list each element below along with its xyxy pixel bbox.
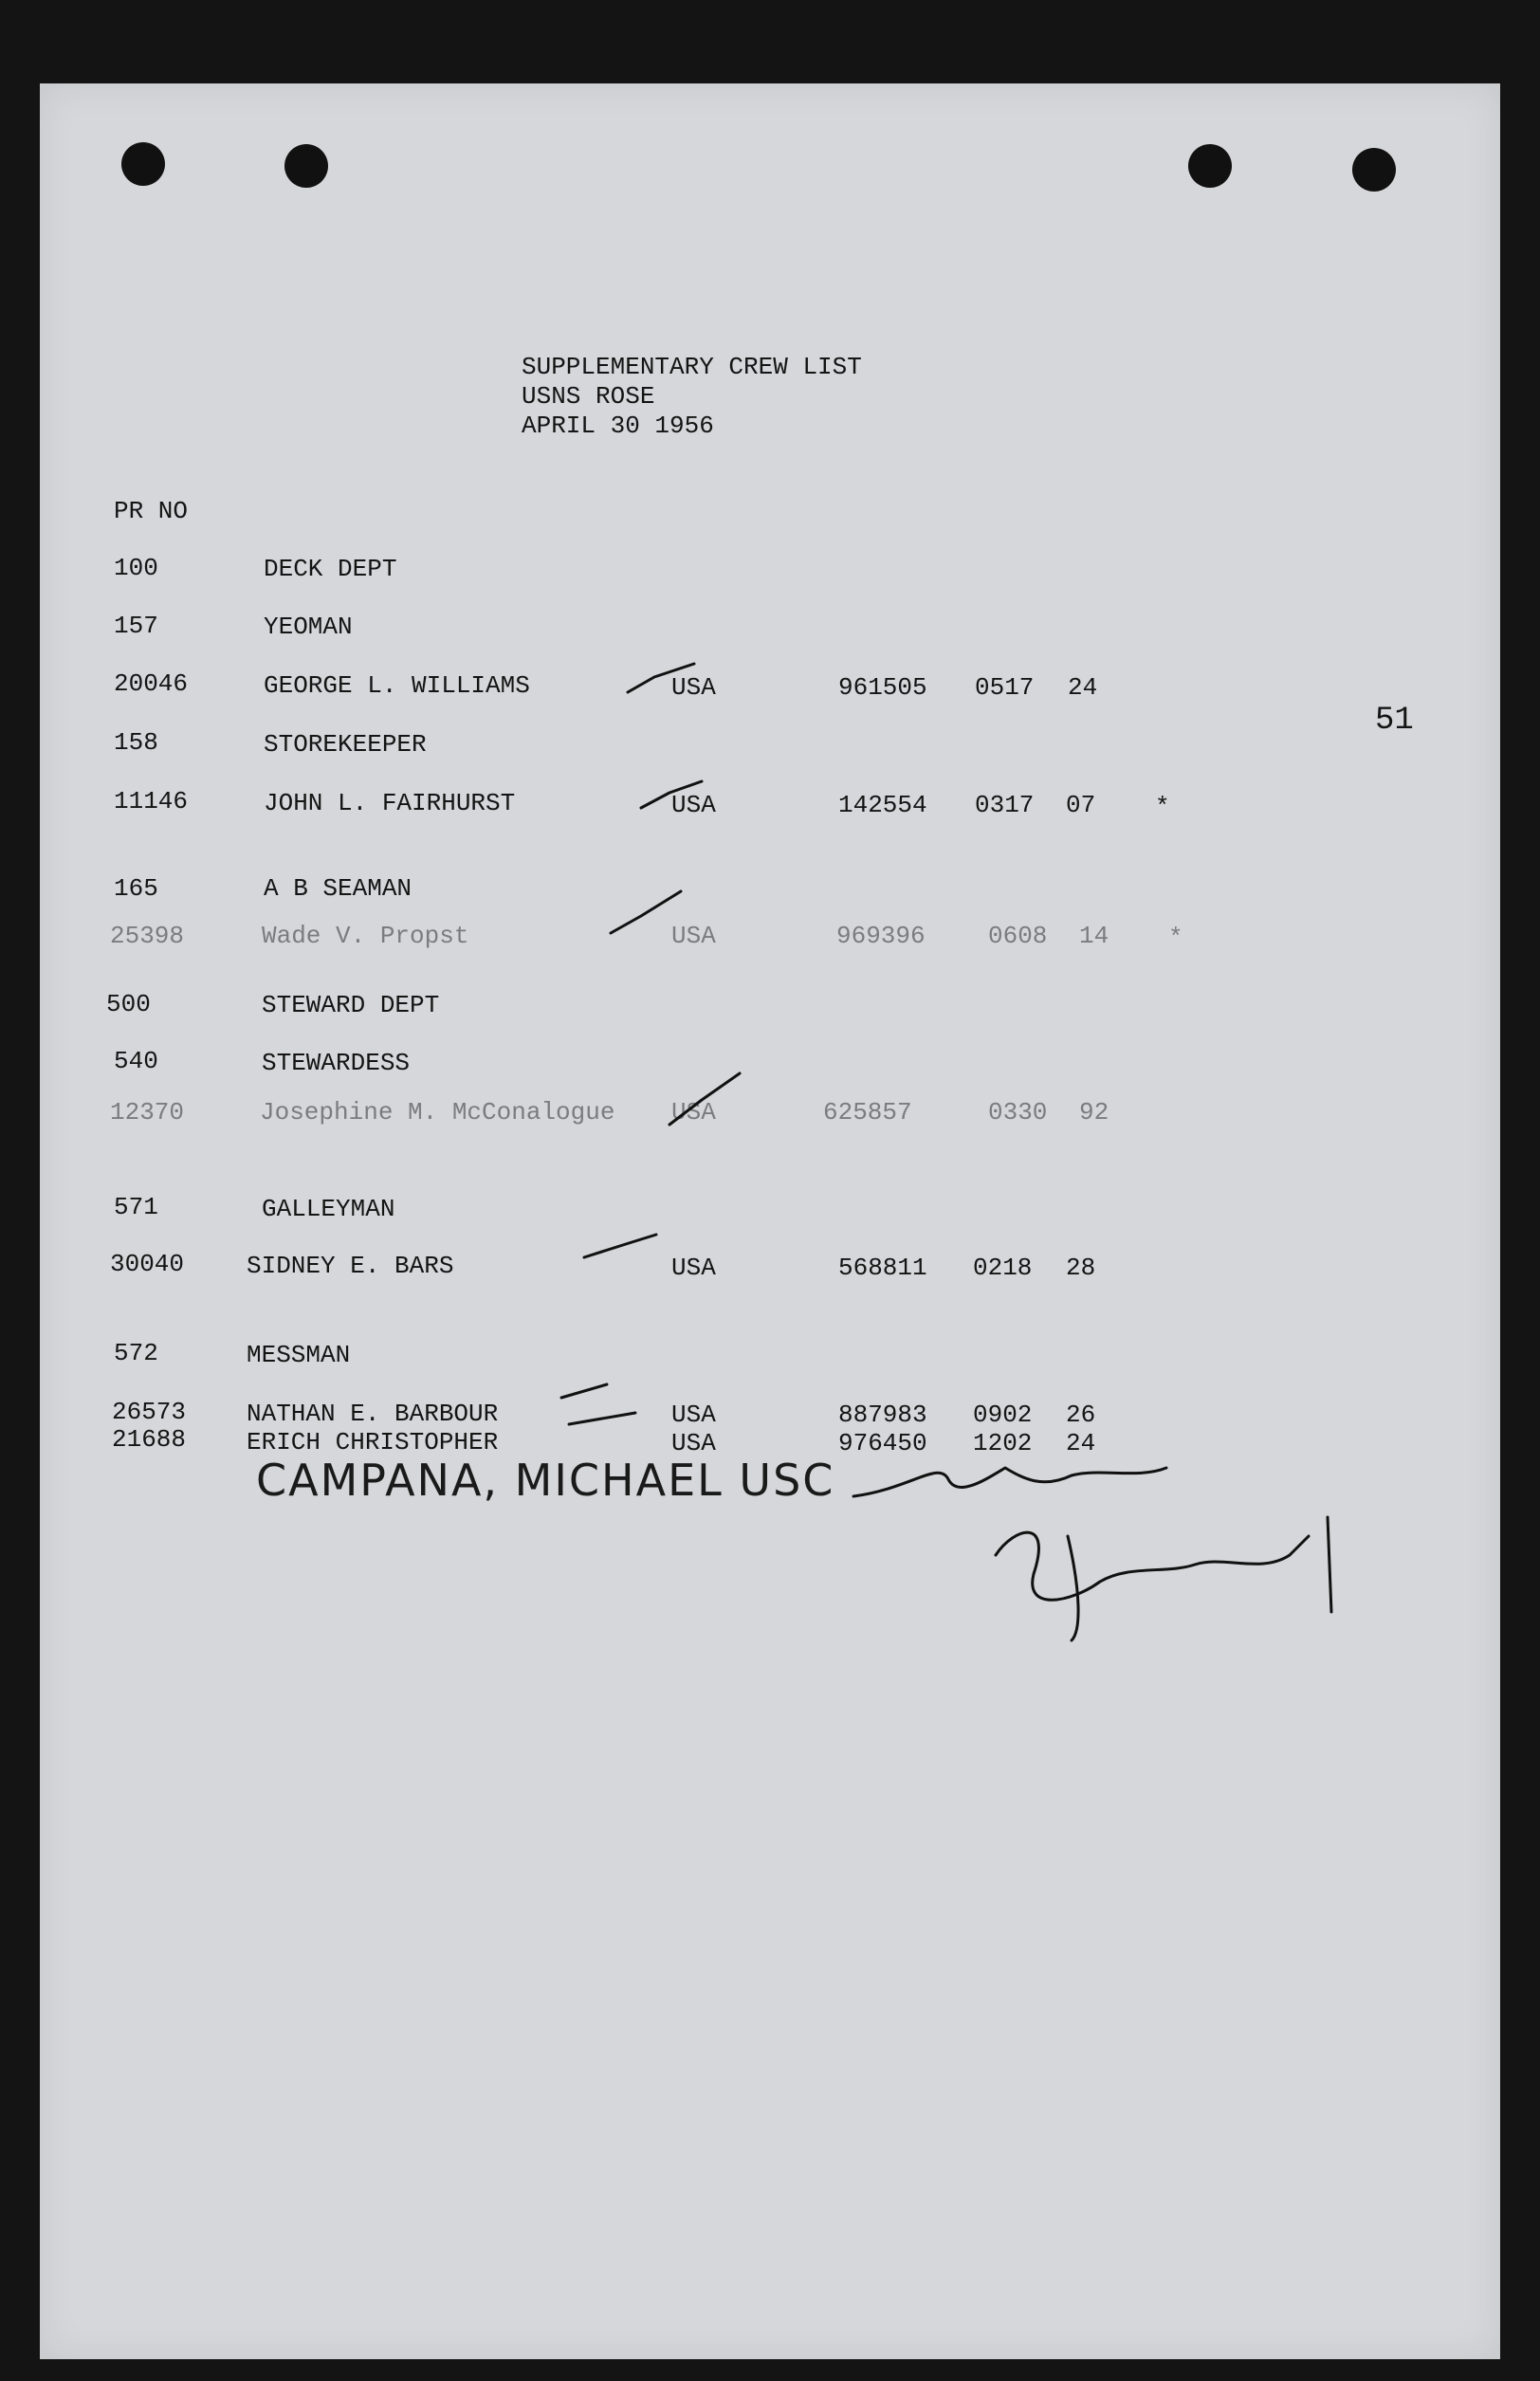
ship-name: USNS ROSE xyxy=(522,382,655,411)
doc-title: SUPPLEMENTARY CREW LIST xyxy=(522,353,862,381)
number: 92 xyxy=(1079,1098,1109,1126)
nationality: USA xyxy=(671,791,716,819)
signature-stroke xyxy=(1068,1536,1078,1640)
handwritten-addition: CAMPANA, MICHAEL USC xyxy=(256,1455,835,1506)
doc-date: APRIL 30 1956 xyxy=(522,412,714,440)
code: 0902 xyxy=(973,1401,1033,1429)
number: 07 xyxy=(1066,791,1096,819)
crew-name: SIDNEY E. BARS xyxy=(247,1252,454,1280)
signature-stroke xyxy=(996,1532,1309,1600)
nationality: USA xyxy=(671,1254,716,1282)
pr-number: 26573 xyxy=(112,1398,187,1426)
check-mark xyxy=(561,1384,607,1398)
code: 0608 xyxy=(988,922,1048,950)
number: 24 xyxy=(1066,1429,1096,1457)
pr-number: 500 xyxy=(106,990,151,1018)
number: 28 xyxy=(1066,1254,1096,1282)
check-mark xyxy=(628,664,694,692)
code: 0517 xyxy=(975,673,1035,702)
document-number: 976450 xyxy=(838,1429,927,1457)
page-number: 51 xyxy=(1375,703,1414,739)
pr-number: 11146 xyxy=(114,787,189,815)
nationality: USA xyxy=(671,922,716,950)
pr-number: 157 xyxy=(114,612,158,640)
check-mark xyxy=(569,1413,635,1424)
rating-heading: A B SEAMAN xyxy=(264,874,412,903)
check-mark xyxy=(669,1073,740,1125)
nationality: USA xyxy=(671,1429,716,1457)
rating-heading: YEOMAN xyxy=(264,613,353,641)
number: 14 xyxy=(1079,922,1109,950)
check-mark xyxy=(584,1235,656,1257)
pr-number: 30040 xyxy=(110,1250,185,1278)
pr-number: 572 xyxy=(114,1339,158,1367)
number: 26 xyxy=(1066,1401,1096,1429)
document-number: 887983 xyxy=(838,1401,927,1429)
pr-number: 165 xyxy=(114,874,158,903)
pr-number: 20046 xyxy=(114,669,189,698)
check-mark xyxy=(611,891,681,933)
document-number: 969396 xyxy=(836,922,926,950)
asterisk-mark: * xyxy=(1168,924,1183,952)
barber-cursive xyxy=(853,1468,1166,1496)
pr-number: 100 xyxy=(114,554,158,582)
asterisk-mark: * xyxy=(1155,793,1170,821)
number: 24 xyxy=(1068,673,1098,702)
rating-heading: MESSMAN xyxy=(247,1341,351,1369)
pr-number: 25398 xyxy=(110,922,185,950)
rating-heading: GALLEYMAN xyxy=(262,1195,395,1223)
nationality: USA xyxy=(671,1401,716,1429)
section-heading: DECK DEPT xyxy=(264,555,397,583)
pr-number: 158 xyxy=(114,728,158,757)
nationality: USA xyxy=(671,1098,716,1126)
signature-stroke xyxy=(1328,1517,1331,1612)
check-mark xyxy=(641,781,702,808)
pr-number: 540 xyxy=(114,1047,158,1075)
column-header: PR NO xyxy=(114,497,189,525)
section-heading: STEWARD DEPT xyxy=(262,991,440,1019)
code: 0317 xyxy=(975,791,1035,819)
code: 1202 xyxy=(973,1429,1033,1457)
crew-name: GEORGE L. WILLIAMS xyxy=(264,671,530,700)
crew-name: ERICH CHRISTOPHER xyxy=(247,1428,499,1456)
pr-number: 12370 xyxy=(110,1098,185,1126)
nationality: USA xyxy=(671,673,716,702)
code: 0218 xyxy=(973,1254,1033,1282)
crew-name: JOHN L. FAIRHURST xyxy=(264,789,516,817)
document-number: 568811 xyxy=(838,1254,927,1282)
pr-number: 21688 xyxy=(112,1425,187,1454)
rating-heading: STOREKEEPER xyxy=(264,730,427,759)
crew-name: Josephine M. McConalogue xyxy=(260,1098,615,1126)
code: 0330 xyxy=(988,1098,1048,1126)
pr-number: 571 xyxy=(114,1193,158,1221)
document-number: 625857 xyxy=(823,1098,912,1126)
rating-heading: STEWARDESS xyxy=(262,1049,411,1077)
document-number: 142554 xyxy=(838,791,927,819)
document-number: 961505 xyxy=(838,673,927,702)
crew-name: NATHAN E. BARBOUR xyxy=(247,1400,499,1428)
crew-name: Wade V. Propst xyxy=(262,922,469,950)
